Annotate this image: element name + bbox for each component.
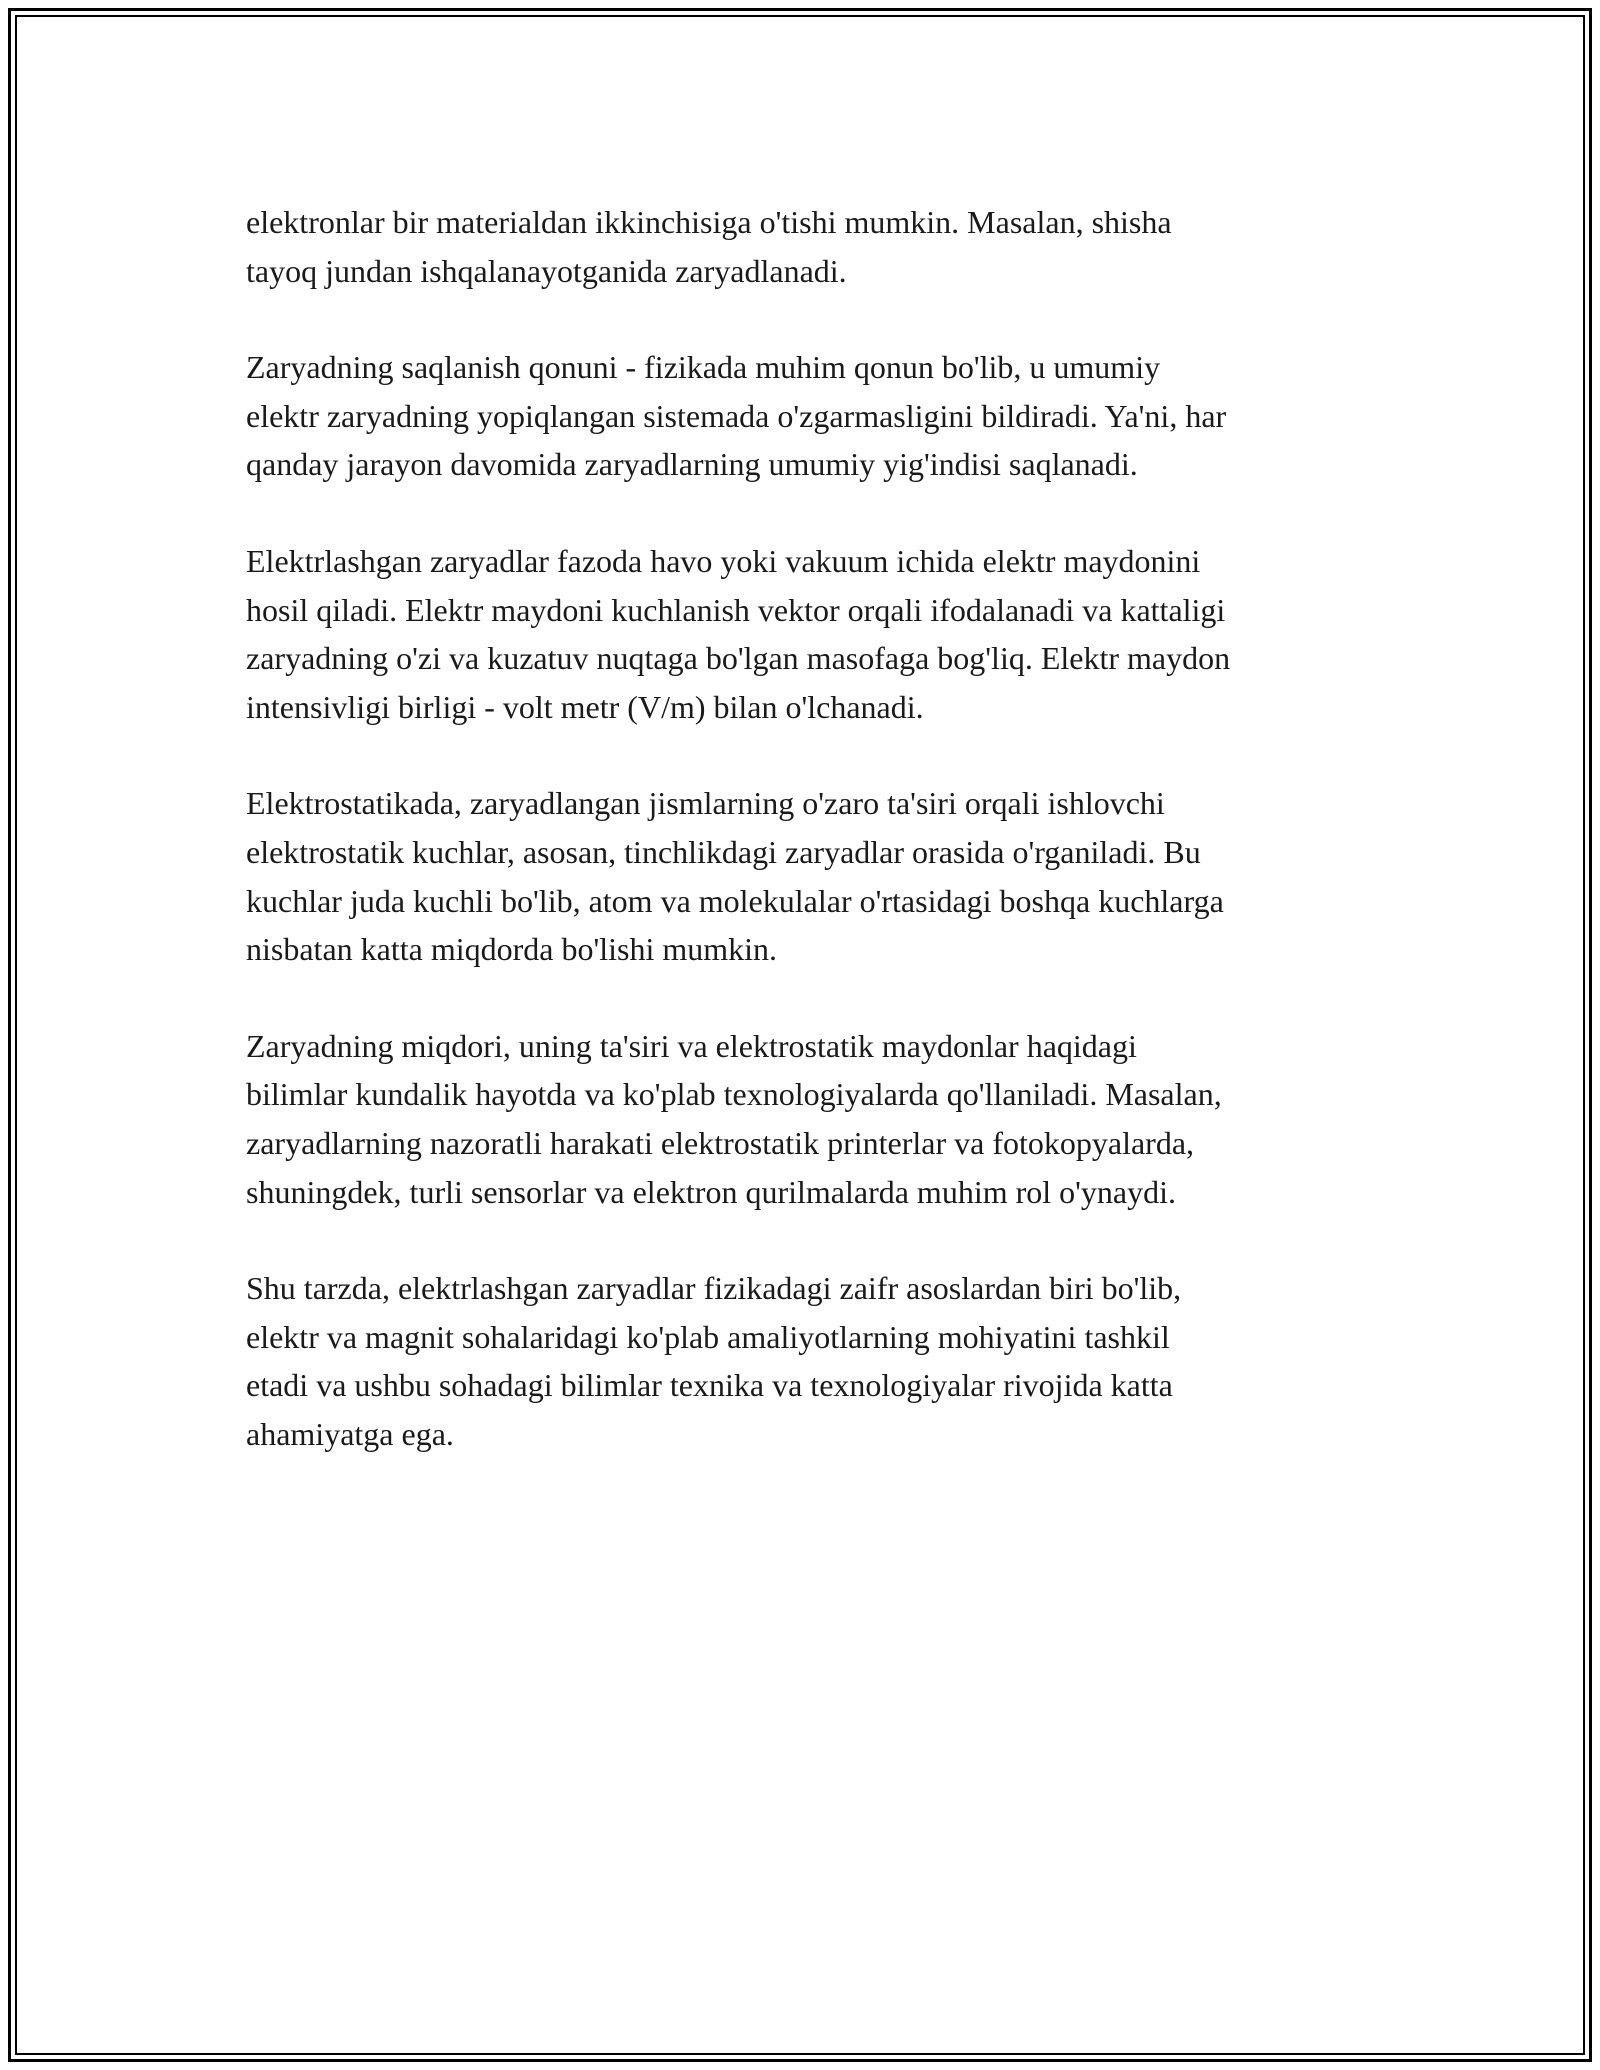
paragraph-applications: Zaryadning miqdori, uning ta'siri va elektrostatik maydonlar haqidagi bilimlar kundalik hayotda va ko'plab texnologiyalarda qo'llaniladi. Masalan, zaryadlarning nazoratli harakati elektrostatik printerlar va fotokopyalarda, shuningdek, turli sensorlar va elektron qurilmalarda muhim rol o'ynaydi. bbox=[246, 1027, 1222, 1210]
paragraph-continuation: elektronlar bir materialdan ikkinchisiga o'tishi mumkin. Masalan, shisha tayoq jundan ishqalanayotganida zaryadlanadi. bbox=[246, 204, 1172, 289]
document-body bbox=[246, 198, 1406, 1506]
paragraph-electrostatic-forces: Elektrostatikada, zaryadlangan jismlarning o'zaro ta'siri orqali ishlovchi elektrostatik kuchlar, asosan, tinchlikdagi zaryadlar orasida o'rganiladi. Bu kuchlar juda kuchli bo'lib, atom va molekulalar o'rtasidagi boshqa kuchlarga nisbatan katta miqdorda bo'lishi mumkin. bbox=[246, 785, 1224, 968]
paragraph-conclusion: Shu tarzda, elektrlashgan zaryadlar fizikadagi zaifr asoslardan biri bo'lib, elektr va magnit sohalaridagi ko'plab amaliyotlarning mohiyatini tashkil etadi va ushbu sohadagi bilimlar texnika va texnologiyalar rivojida katta ahamiyatga ega. bbox=[246, 1270, 1182, 1452]
paragraph-electric-field: Elektrlashgan zaryadlar fazoda havo yoki vakuum ichida elektr maydonini hosil qiladi. Elektr maydoni kuchlanish vektor orqali ifodalanadi va kattaligi zaryadning o'zi va kuzatuv nuqtaga bo'lgan masofaga bog'liq. Elektr maydon intensivligi birligi - volt metr (V/m) bilan o'lchanadi. bbox=[246, 542, 1231, 725]
paragraph-charge-conservation: Zaryadning saqlanish qonuni - fizikada muhim qonun bo'lib, u umumiy elektr zaryadning yopiqlangan sistemada o'zgarmasligini bildiradi. Ya'ni, har qanday jarayon davomida zaryadlarning umumiy yig'indisi saqlanadi. bbox=[246, 349, 1227, 483]
page-border bbox=[8, 8, 1592, 2062]
